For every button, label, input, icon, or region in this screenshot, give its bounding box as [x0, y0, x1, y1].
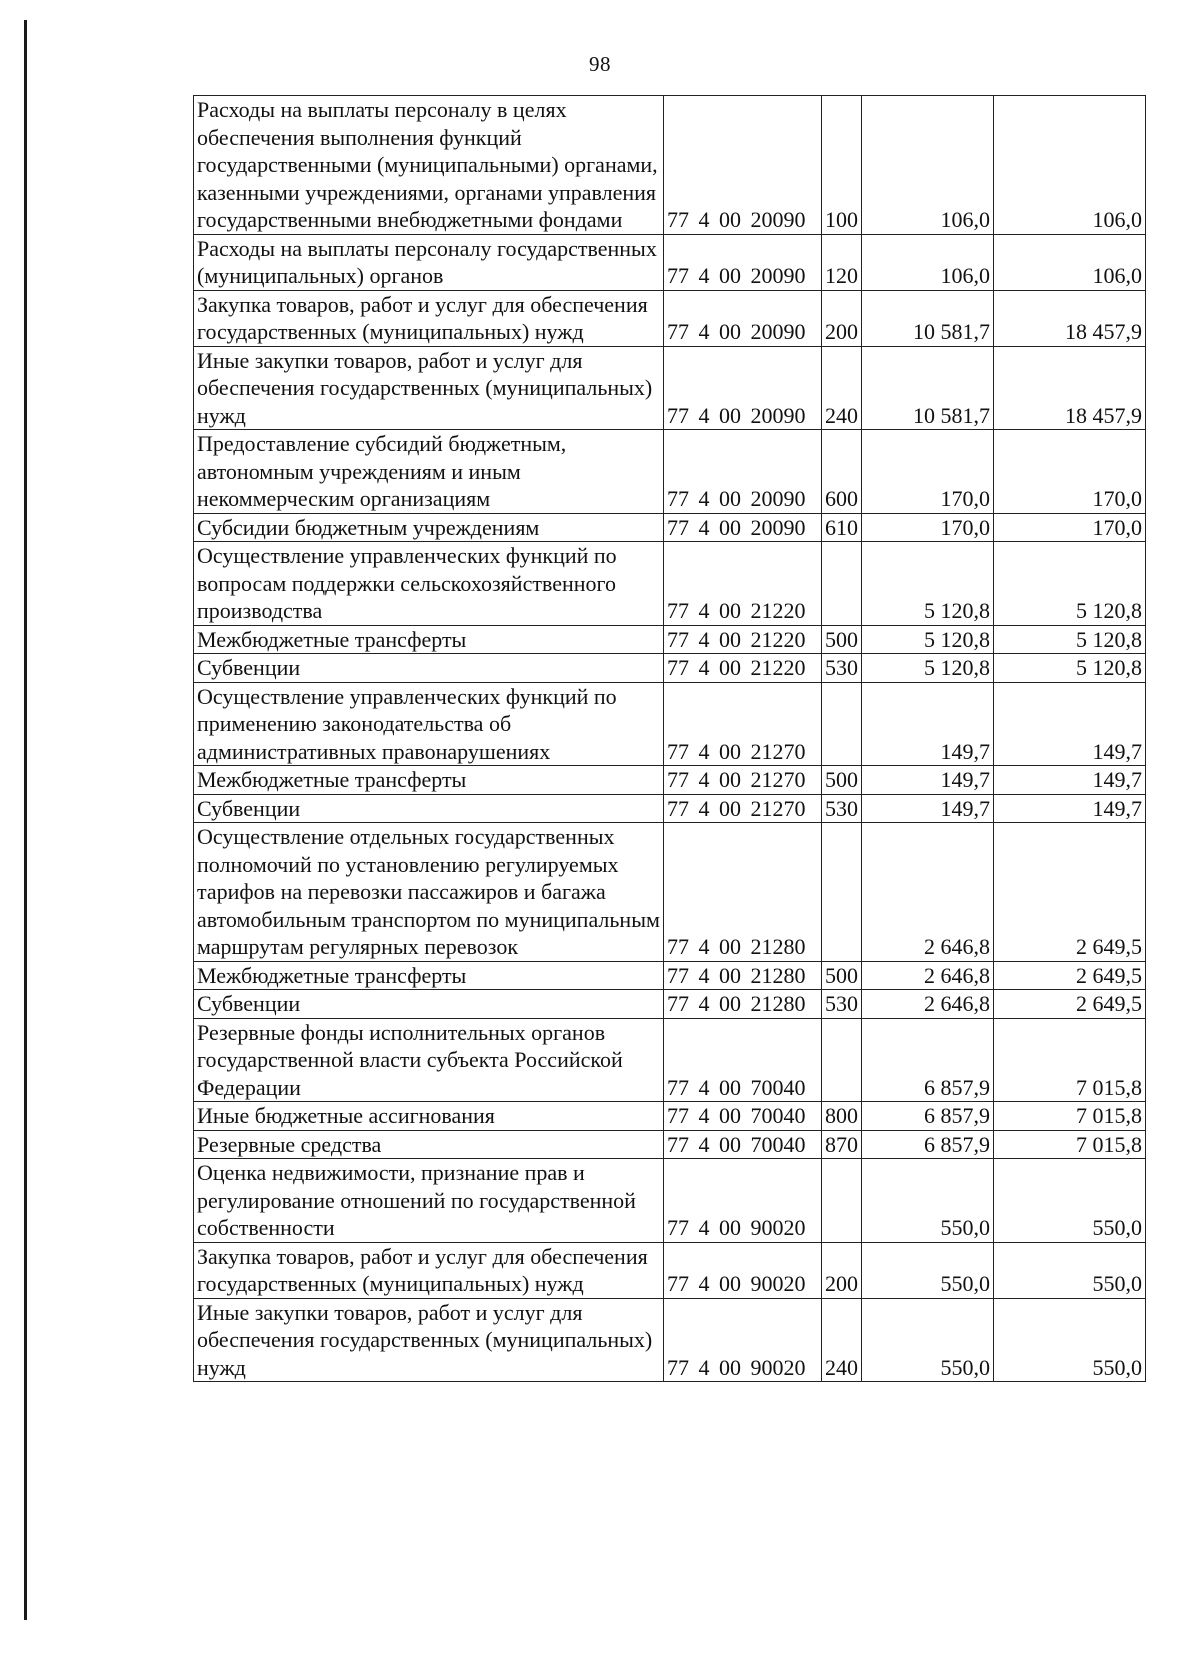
row-name: Иные закупки товаров, работ и услуг для обеспечения государственных (муниципальных) нужд	[194, 1298, 664, 1382]
table-row	[194, 1018, 1146, 1102]
row-amount-year2: 2 649,5	[994, 961, 1146, 990]
row-expense-type: 120	[822, 234, 862, 290]
row-expense-type: 530	[822, 794, 862, 823]
row-amount-year2: 149,7	[994, 766, 1146, 795]
row-amount-year2: 106,0	[994, 234, 1146, 290]
row-amount-year1: 550,0	[862, 1298, 994, 1382]
table-row	[194, 346, 1146, 430]
row-amount-year2: 5 120,8	[994, 625, 1146, 654]
row-name: Расходы на выплаты персоналу в целях обеспечения выполнения функций государственными (муниципальными) органами, казенными учреждениями, органами управления государственными внебюджетными фондами	[194, 96, 664, 235]
page-number: 98	[589, 52, 611, 76]
table-row	[194, 430, 1146, 514]
row-name: Резервные средства	[194, 1130, 664, 1159]
row-expense-type	[822, 1018, 862, 1102]
row-amount-year2: 2 649,5	[994, 990, 1146, 1019]
row-expense-type	[822, 542, 862, 626]
row-name: Осуществление управленческих функций по вопросам поддержки сельскохозяйственного производства	[194, 542, 664, 626]
row-expense-type	[822, 682, 862, 766]
row-amount-year1: 6 857,9	[862, 1018, 994, 1102]
table-row	[194, 625, 1146, 654]
table-row	[194, 823, 1146, 962]
row-expense-type: 530	[822, 990, 862, 1019]
table-row	[194, 1298, 1146, 1382]
row-expense-type: 800	[822, 1102, 862, 1131]
table-row	[194, 766, 1146, 795]
row-expense-type: 240	[822, 346, 862, 430]
row-target-code: 77 4 00 21270	[664, 682, 822, 766]
row-amount-year1: 170,0	[862, 430, 994, 514]
budget-table	[193, 95, 1146, 1382]
row-name: Субвенции	[194, 794, 664, 823]
row-expense-type	[822, 1159, 862, 1243]
row-expense-type: 200	[822, 1242, 862, 1298]
row-amount-year1: 2 646,8	[862, 823, 994, 962]
row-amount-year2: 7 015,8	[994, 1102, 1146, 1131]
row-amount-year2: 5 120,8	[994, 654, 1146, 683]
row-expense-type: 200	[822, 290, 862, 346]
row-target-code: 77 4 00 20090	[664, 96, 822, 235]
table-row	[194, 1242, 1146, 1298]
table-row	[194, 794, 1146, 823]
row-target-code: 77 4 00 90020	[664, 1298, 822, 1382]
row-amount-year2: 2 649,5	[994, 823, 1146, 962]
row-name: Межбюджетные трансферты	[194, 766, 664, 795]
row-name: Субсидии бюджетным учреждениям	[194, 513, 664, 542]
row-target-code: 77 4 00 21220	[664, 542, 822, 626]
row-amount-year1: 6 857,9	[862, 1130, 994, 1159]
row-amount-year2: 170,0	[994, 430, 1146, 514]
row-amount-year2: 18 457,9	[994, 346, 1146, 430]
row-name: Межбюджетные трансферты	[194, 625, 664, 654]
row-amount-year2: 106,0	[994, 96, 1146, 235]
row-amount-year2: 18 457,9	[994, 290, 1146, 346]
row-amount-year1: 550,0	[862, 1159, 994, 1243]
row-name: Осуществление отдельных государственных полномочий по установлению регулируемых тарифов на перевозки пассажиров и багажа автомобильным транспортом по муниципальным маршрутам регулярных перевозок	[194, 823, 664, 962]
row-amount-year1: 10 581,7	[862, 290, 994, 346]
row-name: Иные бюджетные ассигнования	[194, 1102, 664, 1131]
row-amount-year2: 5 120,8	[994, 542, 1146, 626]
row-target-code: 77 4 00 70040	[664, 1130, 822, 1159]
row-target-code: 77 4 00 21280	[664, 961, 822, 990]
row-amount-year2: 170,0	[994, 513, 1146, 542]
row-name: Иные закупки товаров, работ и услуг для обеспечения государственных (муниципальных) нужд	[194, 346, 664, 430]
table-row	[194, 961, 1146, 990]
row-name: Субвенции	[194, 654, 664, 683]
row-target-code: 77 4 00 20090	[664, 346, 822, 430]
table-row	[194, 1159, 1146, 1243]
row-amount-year2: 550,0	[994, 1159, 1146, 1243]
row-amount-year1: 2 646,8	[862, 990, 994, 1019]
row-name: Закупка товаров, работ и услуг для обеспечения государственных (муниципальных) нужд	[194, 1242, 664, 1298]
row-target-code: 77 4 00 21280	[664, 823, 822, 962]
row-amount-year1: 170,0	[862, 513, 994, 542]
row-expense-type: 530	[822, 654, 862, 683]
row-expense-type	[822, 823, 862, 962]
row-amount-year1: 5 120,8	[862, 654, 994, 683]
row-expense-type: 600	[822, 430, 862, 514]
row-name: Осуществление управленческих функций по применению законодательства об административных правонарушениях	[194, 682, 664, 766]
row-target-code: 77 4 00 70040	[664, 1018, 822, 1102]
row-amount-year1: 106,0	[862, 96, 994, 235]
table-row	[194, 290, 1146, 346]
row-target-code: 77 4 00 90020	[664, 1159, 822, 1243]
row-amount-year2: 149,7	[994, 682, 1146, 766]
table-row	[194, 234, 1146, 290]
row-amount-year1: 10 581,7	[862, 346, 994, 430]
row-target-code: 77 4 00 20090	[664, 234, 822, 290]
row-amount-year1: 149,7	[862, 682, 994, 766]
row-amount-year1: 2 646,8	[862, 961, 994, 990]
row-target-code: 77 4 00 70040	[664, 1102, 822, 1131]
row-amount-year1: 5 120,8	[862, 625, 994, 654]
table-row	[194, 96, 1146, 235]
row-name: Межбюджетные трансферты	[194, 961, 664, 990]
budget-table-body	[194, 96, 1146, 1382]
row-expense-type: 500	[822, 766, 862, 795]
row-target-code: 77 4 00 21270	[664, 794, 822, 823]
table-row	[194, 990, 1146, 1019]
row-target-code: 77 4 00 90020	[664, 1242, 822, 1298]
row-target-code: 77 4 00 21270	[664, 766, 822, 795]
row-amount-year1: 149,7	[862, 766, 994, 795]
row-expense-type: 500	[822, 625, 862, 654]
row-amount-year1: 149,7	[862, 794, 994, 823]
row-amount-year1: 106,0	[862, 234, 994, 290]
row-expense-type: 100	[822, 96, 862, 235]
row-target-code: 77 4 00 21220	[664, 654, 822, 683]
row-amount-year2: 550,0	[994, 1242, 1146, 1298]
table-row	[194, 1130, 1146, 1159]
row-target-code: 77 4 00 21220	[664, 625, 822, 654]
row-target-code: 77 4 00 21280	[664, 990, 822, 1019]
table-row	[194, 654, 1146, 683]
row-name: Предоставление субсидий бюджетным, автономным учреждениям и иным некоммерческим организациям	[194, 430, 664, 514]
row-amount-year2: 149,7	[994, 794, 1146, 823]
row-amount-year1: 6 857,9	[862, 1102, 994, 1131]
row-expense-type: 610	[822, 513, 862, 542]
row-amount-year2: 7 015,8	[994, 1130, 1146, 1159]
row-name: Расходы на выплаты персоналу государственных (муниципальных) органов	[194, 234, 664, 290]
row-amount-year2: 7 015,8	[994, 1018, 1146, 1102]
row-target-code: 77 4 00 20090	[664, 430, 822, 514]
row-target-code: 77 4 00 20090	[664, 513, 822, 542]
row-expense-type: 870	[822, 1130, 862, 1159]
row-amount-year2: 550,0	[994, 1298, 1146, 1382]
row-name: Субвенции	[194, 990, 664, 1019]
scan-edge-line	[24, 20, 27, 1620]
row-target-code: 77 4 00 20090	[664, 290, 822, 346]
table-row	[194, 1102, 1146, 1131]
row-name: Резервные фонды исполнительных органов государственной власти субъекта Российской Федерации	[194, 1018, 664, 1102]
row-name: Оценка недвижимости, признание прав и регулирование отношений по государственной собственности	[194, 1159, 664, 1243]
table-row	[194, 513, 1146, 542]
row-amount-year1: 5 120,8	[862, 542, 994, 626]
row-expense-type: 240	[822, 1298, 862, 1382]
row-amount-year1: 550,0	[862, 1242, 994, 1298]
table-row	[194, 542, 1146, 626]
row-name: Закупка товаров, работ и услуг для обеспечения государственных (муниципальных) нужд	[194, 290, 664, 346]
table-row	[194, 682, 1146, 766]
row-expense-type: 500	[822, 961, 862, 990]
